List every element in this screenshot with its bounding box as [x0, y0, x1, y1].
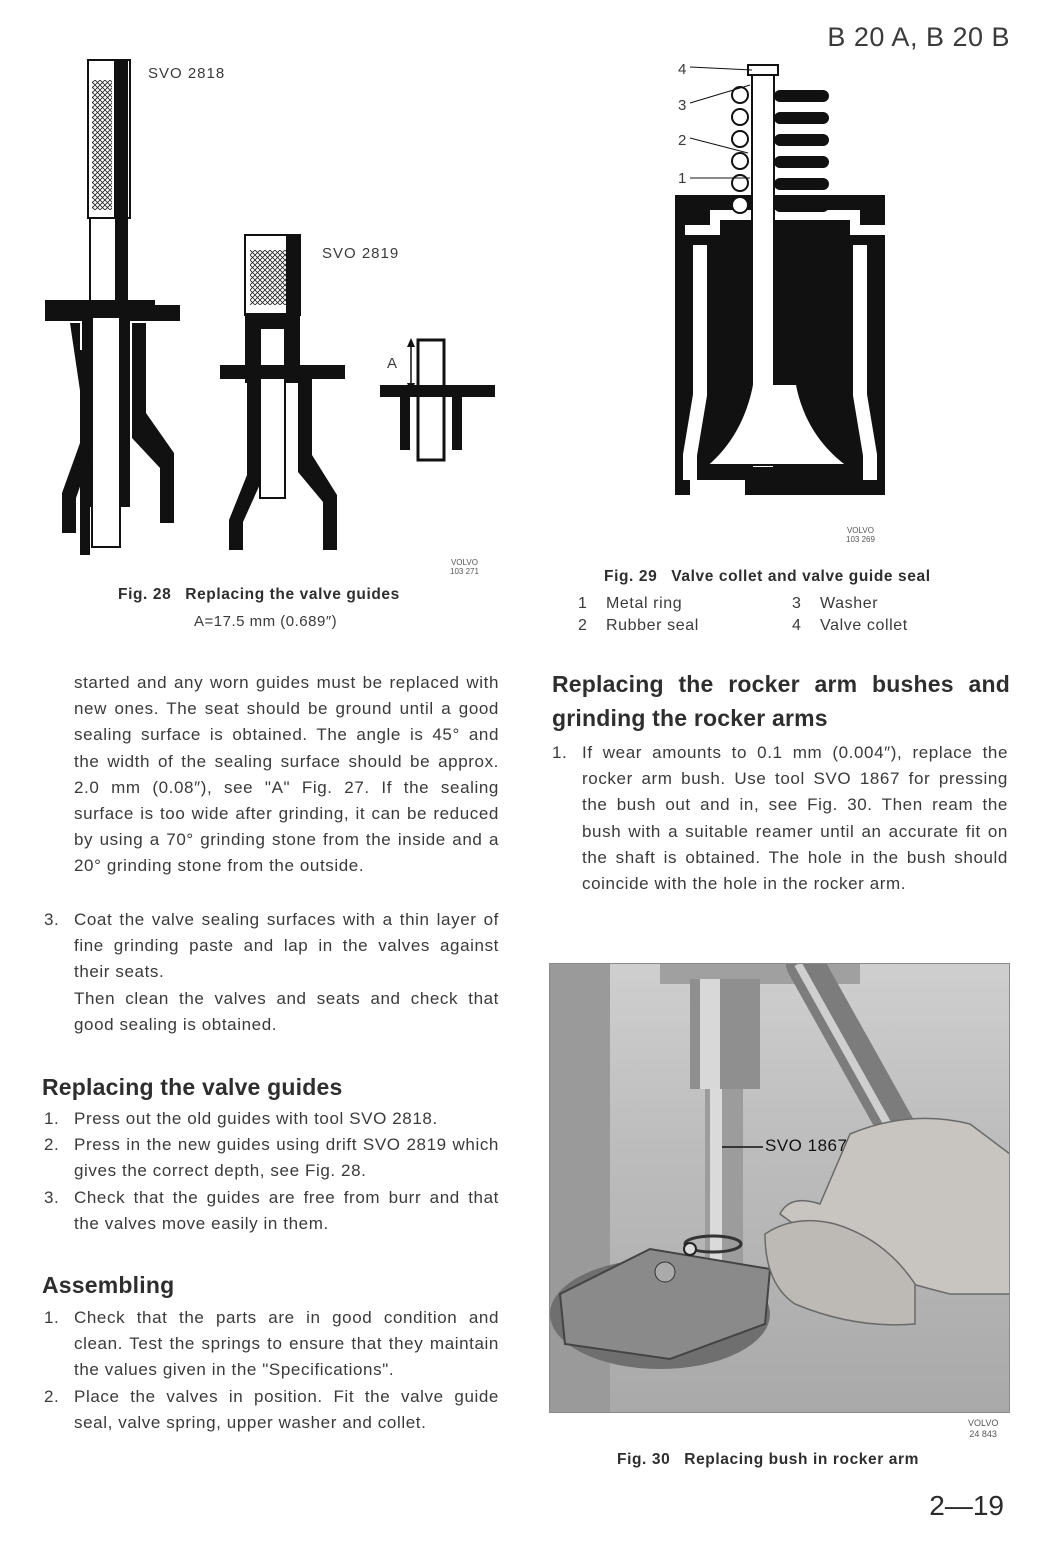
- valve-guide-tools-drawing: [40, 55, 510, 555]
- list-text: Check that the parts are in good condition and clean. Test the springs to ensure that they maintain the values given in the "Specifications".: [74, 1308, 499, 1380]
- fig29-volvo-mark: [846, 526, 875, 544]
- rocker-list: [552, 740, 1008, 897]
- callout-3: 3: [678, 97, 688, 114]
- volvo-code-text: 103 271: [450, 567, 479, 576]
- fig30-photo: [549, 963, 1010, 1413]
- fig28-title: Replacing the valve guides: [185, 586, 400, 603]
- legend-number: 3: [792, 595, 802, 612]
- fig29-illustration: [670, 55, 895, 515]
- legend-label: Rubber seal: [606, 617, 699, 634]
- callout-2: 2: [678, 132, 688, 149]
- callout-1: 1: [678, 170, 688, 187]
- list-body: [74, 907, 499, 1038]
- fig30-volvo-mark: [968, 1418, 998, 1440]
- section-title-valve-guides: Replacing the valve guides: [42, 1074, 343, 1100]
- fig29-number: Fig. 29: [604, 568, 658, 585]
- list-text: Coat the valve sealing surfaces with a thin layer of fine grinding paste and lap in the valves against their seats.: [74, 910, 499, 982]
- tool-label-svo-2819: SVO 2819: [322, 245, 400, 262]
- list-item: [44, 1106, 499, 1132]
- fig28-volvo-mark: [450, 558, 479, 576]
- page-number: 2—19: [929, 1490, 1004, 1521]
- fig29-caption: [604, 568, 931, 586]
- rocker-bush-press-photo: [550, 964, 1009, 1412]
- list-text: Press in the new guides using drift SVO 2819 which gives the correct depth, see Fig. 28.: [74, 1135, 499, 1181]
- fig29-legend: [578, 593, 908, 637]
- list-marker: 1.: [44, 1308, 60, 1327]
- list-item: [44, 1185, 499, 1237]
- list-marker: 3.: [44, 1187, 60, 1207]
- list-marker: 2.: [44, 1386, 60, 1406]
- callout-4: 4: [678, 61, 688, 78]
- volvo-code-text: 24 843: [969, 1429, 997, 1439]
- list-item: [44, 1305, 499, 1384]
- page-header-model: B 20 A, B 20 B: [827, 22, 1010, 52]
- legend-number: 4: [792, 617, 802, 634]
- volvo-code-text: 103 269: [846, 535, 875, 544]
- legend-number: 2: [578, 617, 588, 634]
- fig28-subcaption: A=17.5 mm (0.689″): [194, 613, 338, 630]
- list-item-step3: [44, 907, 499, 1038]
- dimension-label-a: A: [387, 355, 399, 372]
- list-item: [552, 740, 1008, 897]
- list-marker: 2.: [44, 1135, 60, 1155]
- tool-label-svo-2818: SVO 2818: [148, 65, 226, 82]
- volvo-mark-text: VOLVO: [450, 558, 478, 567]
- fig30-caption: [617, 1451, 919, 1469]
- section-title-assembling: Assembling: [42, 1272, 175, 1298]
- fig30-number: Fig. 30: [617, 1451, 671, 1468]
- list-text: Check that the guides are free from burr and that the valves move easily in them.: [74, 1187, 499, 1233]
- list-marker: 3.: [44, 910, 60, 929]
- list-marker: 1.: [552, 743, 568, 762]
- legend-label: Valve collet: [820, 617, 908, 634]
- volvo-mark-text: VOLVO: [968, 1418, 999, 1428]
- legend-row: [578, 593, 908, 615]
- valve-spring-cross-section-drawing: [670, 55, 895, 515]
- section-title-rocker-arms: Replacing the rocker arm bushes and grinding the rocker arms: [552, 671, 1010, 731]
- list-item: [44, 1132, 499, 1184]
- list-text: Then clean the valves and seats and check that good sealing is obtained.: [74, 988, 499, 1034]
- list-text: If wear amounts to 0.1 mm (0.004″), replace the rocker arm bush. Use tool SVO 1867 for pressing the bush out and in, see Fig. 30. Then ream the bush with a suitable reamer until an accurate fit on the shaft is obtained. The hole in the bush should coincide with the hole in the rocker arm.: [582, 743, 1008, 894]
- list-marker: 1.: [44, 1109, 60, 1128]
- fig30-title: Replacing bush in rocker arm: [684, 1451, 920, 1468]
- fig29-title: Valve collet and valve guide seal: [671, 568, 931, 585]
- tool-label-svo-1867: SVO 1867: [765, 1136, 848, 1155]
- legend-label: Metal ring: [606, 595, 683, 612]
- legend-label: Washer: [820, 595, 879, 612]
- fig28-caption: [118, 586, 400, 604]
- fig28-illustration: [40, 55, 510, 555]
- list-text: Place the valves in position. Fit the valve guide seal, valve spring, upper washer and collet.: [74, 1386, 499, 1432]
- fig28-number: Fig. 28: [118, 586, 172, 603]
- legend-number: 1: [578, 595, 588, 612]
- list-text: Press out the old guides with tool SVO 2818.: [74, 1109, 438, 1128]
- continued-paragraph: started and any worn guides must be replaced with new ones. The seat should be ground until a good sealing surface is obtained. The angle is 45° and the width of the sealing surface should be approx. 2.0 mm (0.08″), see "A" Fig. 27. If the sealing surface is too wide after grinding, it can be reduced by using a 70° grinding stone from the inside and a 20° grinding stone from the outside.: [74, 673, 499, 876]
- valve-guides-list: [44, 1106, 499, 1237]
- volvo-mark-text: VOLVO: [846, 526, 874, 535]
- list-item: [44, 1384, 499, 1436]
- legend-row: [578, 615, 908, 637]
- assembling-list: [44, 1305, 499, 1436]
